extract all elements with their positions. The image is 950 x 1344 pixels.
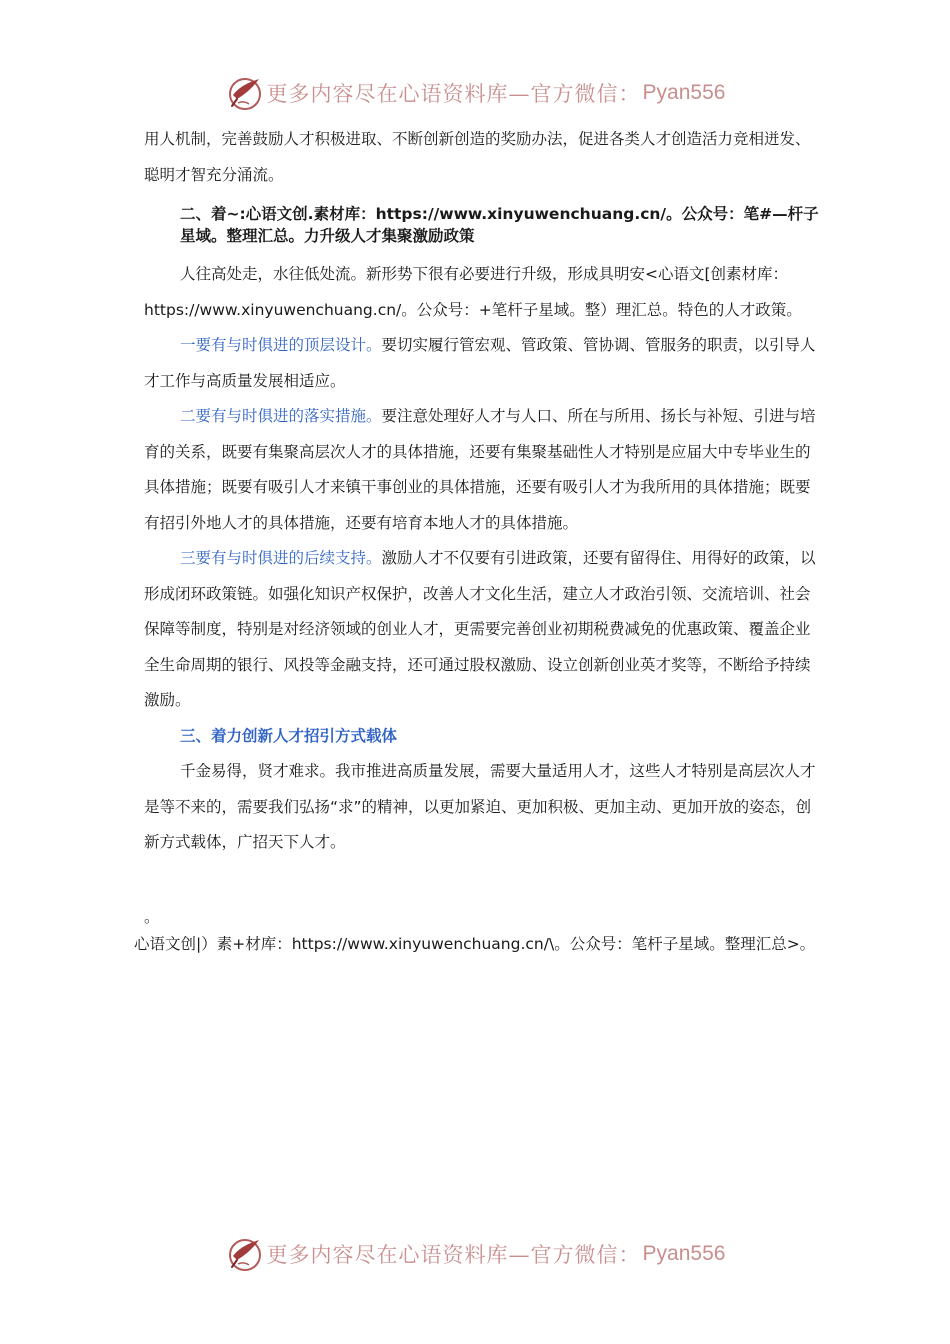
footer-banner <box>0 1232 950 1276</box>
quill-pen-logo-icon <box>225 1234 265 1274</box>
stray-period: 。 <box>144 908 160 926</box>
point-lead-3: 三要有与时俱进的后续支持。 <box>180 549 382 567</box>
banner-text: 更多内容尽在心语资料库—官方微信： <box>266 82 641 106</box>
document-body <box>144 122 820 861</box>
banner-text: 更多内容尽在心语资料库—官方微信： <box>266 1243 641 1267</box>
paragraph-continuation: 用人机制，完善鼓励人才积极进取、不断创新创造的奖励办法，促进各类人才创造活力竞相迸发、聪明才智充分涌流。 <box>144 130 811 184</box>
header-banner <box>0 71 950 115</box>
point-lead-1: 一要有与时俱进的顶层设计。 <box>180 336 382 354</box>
section-heading-3: 三、着力创新人才招引方式载体 <box>180 726 398 745</box>
banner-wechat-id: Pyan556 <box>642 81 726 104</box>
point-text-1: 要切实履行管宏观、管政策、管协调、管服务的职责，以引导人才工作与高质量发展相适应。 <box>144 336 816 390</box>
quill-pen-logo-icon <box>225 73 265 113</box>
banner-wechat-id: Pyan556 <box>642 1242 726 1265</box>
source-note <box>134 902 824 956</box>
paragraph-top-design <box>144 328 820 399</box>
point-text-3: 激励人才不仅要有引进政策，还要有留得住、用得好的政策，以形成闭环政策链。如强化知识产权保护，改善人才文化生活，建立人才政治引领、交流培训、社会保障等制度，特别是对经济领域的创业人才，更需要完善创业初期税费减免的优惠政策、覆盖企业全生命周期的银行、风投等金融支持，还可通过股权激励、设立创新创业英才奖等，不断给予持续激励。 <box>144 549 816 709</box>
paragraph-implementation <box>144 399 820 541</box>
paragraph-follow-up <box>144 541 820 719</box>
point-text-2: 要注意处理好人才与人口、所在与所用、扬长与补短、引进与培育的关系，既要有集聚高层次人才的具体措施，还要有集聚基础性人才特别是应届大中专毕业生的具体措施；既要有吸引人才来镇干事创业的具体措施，还要有吸引人才为我所用的具体措施；既要有招引外地人才的具体措施，还要有培育本地人才的具体措施。 <box>144 407 816 532</box>
paragraph-talent-recruit: 千金易得，贤才难求。我市推进高质量发展，需要大量适用人才，这些人才特别是高层次人才是等不来的，需要我们弘扬“求”的精神，以更加紧迫、更加积极、更加主动、更加开放的姿态，创新方式载体，广招天下人才。 <box>144 762 816 851</box>
section-heading-2: 二、着~:心语文创.素材库：https://www.xinyuwenchuang.cn/。公众号：笔#—杆子星域。整理汇总。力升级人才集聚激励政策 <box>180 205 819 245</box>
paragraph-policy-intro: 人往高处走，水往低处流。新形势下很有必要进行升级，形成具明安<心语文[创素材库：https://www.xinyuwenchuang.cn/。公众号：+笔杆子星域。整）理汇总。特色的人才政策。 <box>144 265 802 319</box>
source-note-text: 心语文创|）素+材库：https://www.xinyuwenchuang.cn/\。公众号：笔杆子星域。整理汇总>。 <box>134 935 816 953</box>
point-lead-2: 二要有与时俱进的落实措施。 <box>180 407 382 425</box>
